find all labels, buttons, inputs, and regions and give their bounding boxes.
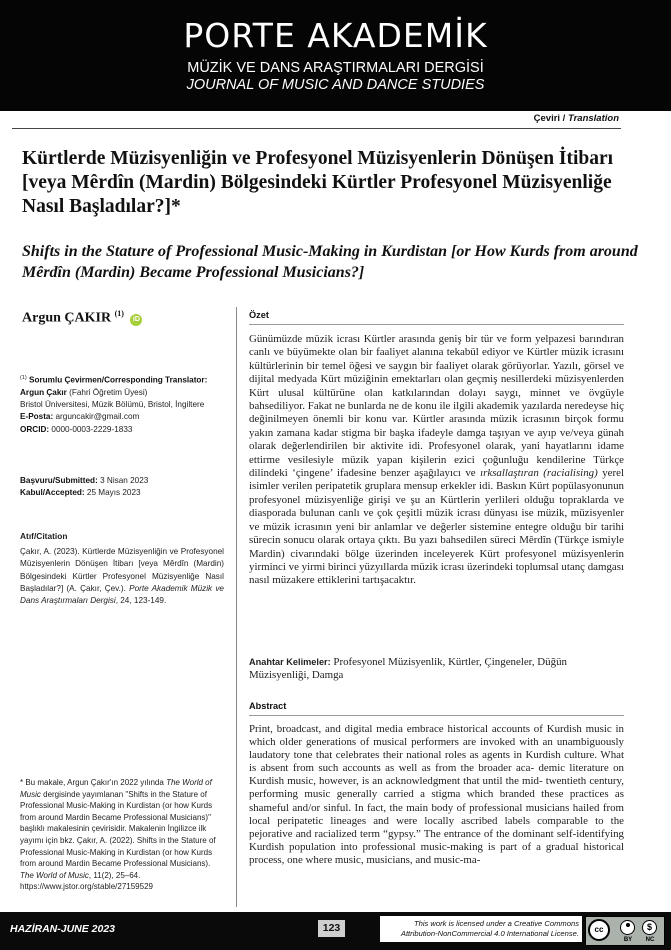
article-type-label: Çeviri / Translation bbox=[533, 113, 619, 124]
submission-dates: Başvuru/Submitted: 3 Nisan 2023 Kabul/Accepted: 25 Mayıs 2023 bbox=[20, 476, 149, 498]
journal-subtitle-tr: MÜZİK VE DANS ARAŞTIRMALARI DERGİSİ bbox=[187, 60, 484, 76]
corresponding-label: Sorumlu Çevirmen/Corresponding Translator: bbox=[29, 375, 208, 385]
accepted-date: 25 Mayıs 2023 bbox=[84, 488, 141, 498]
keywords-label: Anahtar Kelimeler: bbox=[249, 657, 331, 667]
ozet-body: Günümüzde müzik icrası Kürtler arasında geniş bir tür ve form yelpazesi barındıran canlı ve büyümekte olan bir faaliyet alanına tekabül ediyor ve Kürtler müzik icrasını kültürlerinin bir temel öğesi ve saygın bir faaliyet olarak görüyorlar. Yazılı, görsel ve dijital medyada Kürt müziğinin emektarları olan geçmiş nesillerdeki müzisyenlerden Kürt ulusal kültürüne olan katkılarından dolayı saygı, minnet ve övgüyle bahsediliyor. Fakat ne bunlarda ne de konu ile ilgili akademik yazılarda neredeyse hiç değinilmeyen önemli bir konu var. Kürtler arasında müzik icrasının birçok formu yakın zamana kadar stigma bir başka ifadeyle damga taşıyan ve ayıp ve/veya günah olarak değerlendirilen bir aktivite idi. Profesyonel olarak, yani hayatlarını idame ettirme vesilesiyle müzik yapan kişilerin ezici çoğunluğu kendilerine Türkçe dilindeki ‘çingene’ ifadesine benzer aşağılayıcı ve ırksallaştıran (racialising) yerel isimler verilen peripatetik gruplara mensup erkekler idi. Baskın Kürt popülasyonunun profesyonel müzisyenliğe girişi ve şu an Kürtlerin yerlileri olduğu topraklarda ve diasporada bulunan canlı ve çok çeşitli müzik icrası dünyası ise müzik, müzisyenler ve müzik icrasının yeni bir anlamlar ve değerler sistemine entegre olduğu bir tarihi sürecin sonucu olarak ortaya çıktı. Bu yazı bahsedilen süreci Mêrdîn (Türkçe ismiyle Mardin) civarındaki bölge üzerinden inceleyerek Kürt profesyonel müzisyenlerin yirminci ve yirmi birinci yüzyıllarda müzik icrası üzerindeki toplumsal utanç damgası nasıl müzakere ettiklerini tartışacaktır. bbox=[249, 333, 625, 587]
attribution-icon bbox=[620, 920, 635, 935]
cc-by-nc-badge[interactable] bbox=[585, 916, 665, 946]
section-divider bbox=[12, 128, 621, 129]
translator-affiliation: Bristol Üniversitesi, Müzik Bölümü, Bristol, İngiltere bbox=[20, 400, 205, 410]
cc-icon: cc bbox=[588, 919, 610, 941]
article-title-tr: Kürtlerde Müzisyenliğin ve Profesyonel Müzisyenlerin Dönüşen İtibarı [veya Mêrdîn (Mardin) Bölgesindeki Kürtler Profesyonel Müzisyenliğe Nasıl Başladılar?]* bbox=[22, 148, 614, 217]
abstract-heading: Abstract bbox=[249, 701, 287, 711]
ozet-heading: Özet bbox=[249, 310, 269, 320]
orcid-icon[interactable]: iD bbox=[130, 314, 142, 326]
author-name: Argun ÇAKIR bbox=[22, 310, 112, 326]
submitted-date: 3 Nisan 2023 bbox=[97, 476, 149, 485]
keywords-text: Profesyonel Müzisyenlik, Kürtler, Çingeneler, Düğün Müzisyenliği, Damga bbox=[249, 656, 567, 682]
journal-header bbox=[0, 0, 671, 111]
translation-footnote: * Bu makale, Argun Çakır'ın 2022 yılında The World of Music dergisinde yayımlanan "Shifts in the Stature of Professional Music-Making in Kurdistan (or how Kurds from around Mardin Became Professional Musicians)" başlıklı makalesinin çevirisidir. Makalenin İngilizce ilk yayımı için bkz. Çakır, A. (2022). Shifts in the Stature of Professional Music-Making in Kurdistan (or how Kurds from around Mardin Became Professional Musicians). The World of Music, 11(2), 25–64. https://www.jstor.org/stable/27159529 bbox=[20, 778, 216, 892]
author-line bbox=[22, 309, 142, 327]
citation-heading: Atıf/Citation bbox=[20, 531, 68, 541]
issue-date: HAZİRAN-JUNE 2023 bbox=[10, 923, 116, 935]
citation-block: Atıf/Citation Çakır, A. (2023). Kürtlerde Müzisyenliğin ve Profesyonel Müzisyenlerin Dönüşen İtibarı [veya Mêrdîn (Mardin) Bölgesindeki Kürtler Profesyonel Müzisyenliğe Nasıl Başladılar?] (A. Çakır, Çev.). Porte Akademik Müzik ve Dans Araştırmaları Dergisi, 24, 123-149. bbox=[20, 531, 224, 606]
ozet-rule bbox=[249, 324, 624, 325]
nc-label: NC bbox=[645, 937, 655, 943]
journal-subtitle-en: JOURNAL OF MUSIC AND DANCE STUDIES bbox=[186, 77, 485, 93]
article-title-en: Shifts in the Stature of Professional Music-Making in Kurdistan [or How Kurds from around Mêrdîn (Mardin) Became Professional Musicians?] bbox=[22, 243, 638, 281]
keywords-block bbox=[249, 656, 624, 683]
by-label: BY bbox=[623, 937, 633, 943]
noncommercial-icon bbox=[642, 920, 657, 935]
column-divider bbox=[236, 307, 237, 907]
translator-name: Argun Çakır bbox=[20, 387, 67, 397]
journal-logo: PORTE AKADEMİK bbox=[183, 16, 488, 55]
license-text[interactable]: This work is licensed under a Creative Commons Attribution-NonCommercial 4.0 International License. bbox=[380, 916, 582, 942]
author-affil-marker: (1) bbox=[114, 309, 124, 318]
abstract-rule bbox=[249, 715, 624, 716]
translator-email[interactable]: arguncakir@gmail.com bbox=[53, 412, 140, 422]
abstract-body: Print, broadcast, and digital media embrace historical accounts of Kurdish music in which older generations of musical performers are invoked with an unambiguously laudatory tone that celebrates their national roles as agents in Kurdish culture. What is absent from such accounts as well as from the broader aca- demic literature on Kurdish music, however, is an acknowledgment that until the mid- twentieth century, performing music generally carried a stigma which branded these practices as shameful and/or sinful. In fact, the main body of professional musicians hailed from local peripatetic lineages and were locally ascribed labels comparable to the pejorative and racialized term “gypsy.” The entrance of the dominant self-identifying Kurdish population into professional music-making is part of a gradual historical process, one where music, musicians, and music-ma- bbox=[249, 723, 624, 866]
translator-info: $^{(1)}$ Sorumlu Çevirmen/Corresponding Translator: Argun Çakır (Fahri Öğretim Üyesi) Bristol Üniversitesi, Müzik Bölümü, Bristol, İngiltere E-Posta: arguncakir@gmail.com ORCID: 0000-0003-2229-1833 bbox=[20, 372, 224, 436]
translator-orcid[interactable]: 0000-0003-2229-1833 bbox=[49, 424, 133, 434]
page-number: 123 bbox=[318, 920, 345, 937]
page-footer bbox=[0, 912, 671, 950]
